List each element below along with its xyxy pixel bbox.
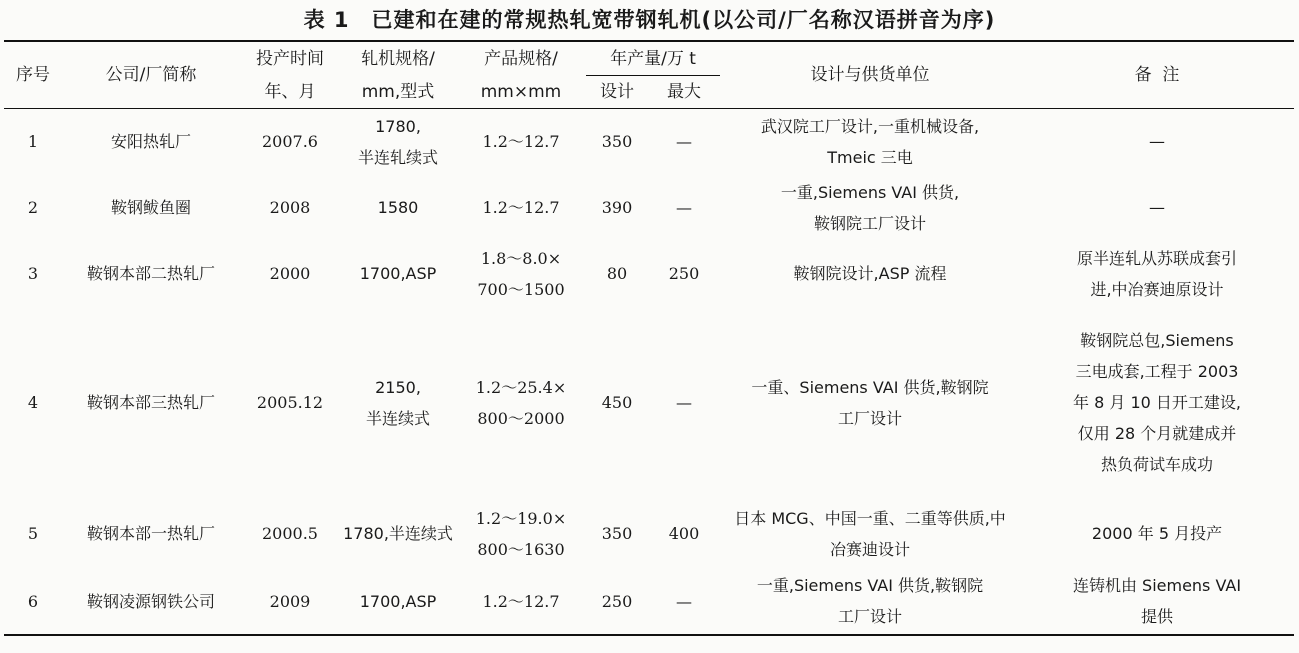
cell-product: 1.2～19.0× 800～1630 (475, 508, 567, 559)
cell-start: 2007.6 (262, 132, 318, 152)
table-row (4, 499, 1294, 569)
cell-product: 1.2～12.7 (482, 132, 560, 152)
cell-seq: 3 (27, 264, 39, 283)
cell-design: 250 (601, 591, 633, 611)
cell-design: 350 (601, 524, 633, 543)
cell-mill: 1780, 半连轧续式 (357, 116, 438, 167)
table-header (4, 41, 1294, 109)
table-row (4, 307, 1294, 499)
cell-max: — (676, 591, 692, 611)
header-output-design: 设计 (600, 82, 634, 102)
cell-remark: 连铸机由 Siemens VAI 提供 (1072, 576, 1242, 626)
header-product-line2: mm×mm (480, 81, 562, 102)
cell-seq: 2 (27, 198, 39, 217)
cell-mill: 1780,半连续式 (343, 524, 453, 543)
table-caption (0, 4, 1299, 34)
cell-mill: 2150, 半连续式 (365, 377, 430, 428)
cell-remark: 鞍钢院总包,Siemens 三电成套,工程于 2003 年 8 月 10 日开工建设, 仅用 28 个月就建成并 热负荷试车成功 (1073, 331, 1241, 474)
cell-design: 350 (601, 132, 633, 152)
cell-company: 鞍钢本部三热轧厂 (86, 393, 215, 412)
cell-supplier: 一重、Siemens VAI 供货,鞍钢院 工厂设计 (751, 377, 989, 428)
cell-start: 2009 (269, 591, 311, 611)
cell-max: — (676, 132, 692, 152)
cell-product: 1.2～12.7 (482, 591, 560, 611)
cell-start: 2005.12 (256, 393, 324, 412)
table-body (4, 109, 1294, 635)
header-start-line2: 年、月 (264, 81, 316, 102)
cell-start: 2000 (269, 264, 311, 283)
header-company: 公司/厂简称 (105, 65, 197, 85)
cell-remark: — (1149, 198, 1166, 217)
cell-supplier: 一重,Siemens VAI 供货,鞍钢院 工厂设计 (756, 576, 984, 626)
cell-seq: 6 (27, 591, 39, 611)
header-supplier: 设计与供货单位 (810, 65, 930, 85)
table-title: 已建和在建的常规热轧宽带钢轧机(以公司/厂名称汉语拼音为序) (371, 8, 996, 32)
table-row (4, 569, 1294, 635)
cell-product: 1.2～12.7 (482, 198, 560, 217)
cell-remark: 原半连轧从苏联成套引 进,中冶赛迪原设计 (1077, 248, 1238, 299)
cell-max: — (676, 198, 692, 217)
cell-start: 2000.5 (262, 524, 318, 543)
cell-mill: 1580 (377, 198, 419, 217)
header-output-max: 最大 (667, 82, 701, 102)
cell-design: 390 (601, 198, 633, 217)
cell-design: 80 (606, 264, 628, 283)
cell-seq: 5 (27, 524, 39, 543)
cell-seq: 1 (27, 132, 39, 152)
cell-remark: — (1149, 132, 1166, 152)
cell-product: 1.8～8.0× 700～1500 (477, 248, 565, 299)
header-mill-line2: mm,型式 (361, 81, 435, 102)
cell-supplier: 日本 MCG、中国一重、二重等供质,中 冶赛迪设计 (734, 508, 1006, 559)
header-start-line1: 投产时间 (256, 48, 324, 69)
cell-company: 鞍钢本部二热轧厂 (86, 264, 215, 283)
header-product-line1: 产品规格/ (484, 48, 558, 69)
cell-design: 450 (601, 393, 633, 412)
table-row (4, 175, 1294, 241)
cell-start: 2008 (269, 198, 311, 217)
cell-company: 鞍钢鲅鱼圈 (110, 198, 191, 217)
cell-company: 安阳热轧厂 (110, 132, 191, 152)
header-output-group: 年产量/万 t (586, 41, 720, 76)
cell-company: 鞍钢凌源钢铁公司 (86, 591, 215, 611)
mill-table (4, 40, 1294, 636)
cell-supplier: 鞍钢院设计,ASP 流程 (793, 264, 947, 283)
table-row (4, 109, 1294, 175)
cell-supplier: 武汉院工厂设计,一重机械设备, Tmeic 三电 (760, 116, 980, 167)
cell-product: 1.2～25.4× 800～2000 (475, 377, 567, 428)
cell-remark: 2000 年 5 月投产 (1091, 524, 1223, 543)
header-seq: 序号 (16, 65, 50, 85)
header-mill-line1: 轧机规格/ (361, 48, 435, 69)
cell-seq: 4 (27, 393, 39, 412)
cell-max: 400 (668, 524, 700, 543)
table-number: 表 1 (303, 8, 350, 32)
cell-supplier: 一重,Siemens VAI 供货, 鞍钢院工厂设计 (780, 182, 960, 233)
cell-mill: 1700,ASP (359, 591, 437, 611)
cell-max: — (676, 393, 692, 412)
cell-max: 250 (668, 264, 700, 283)
cell-company: 鞍钢本部一热轧厂 (86, 524, 215, 543)
cell-mill: 1700,ASP (359, 264, 437, 283)
table-row (4, 241, 1294, 307)
header-remark: 备 注 (1134, 65, 1180, 85)
